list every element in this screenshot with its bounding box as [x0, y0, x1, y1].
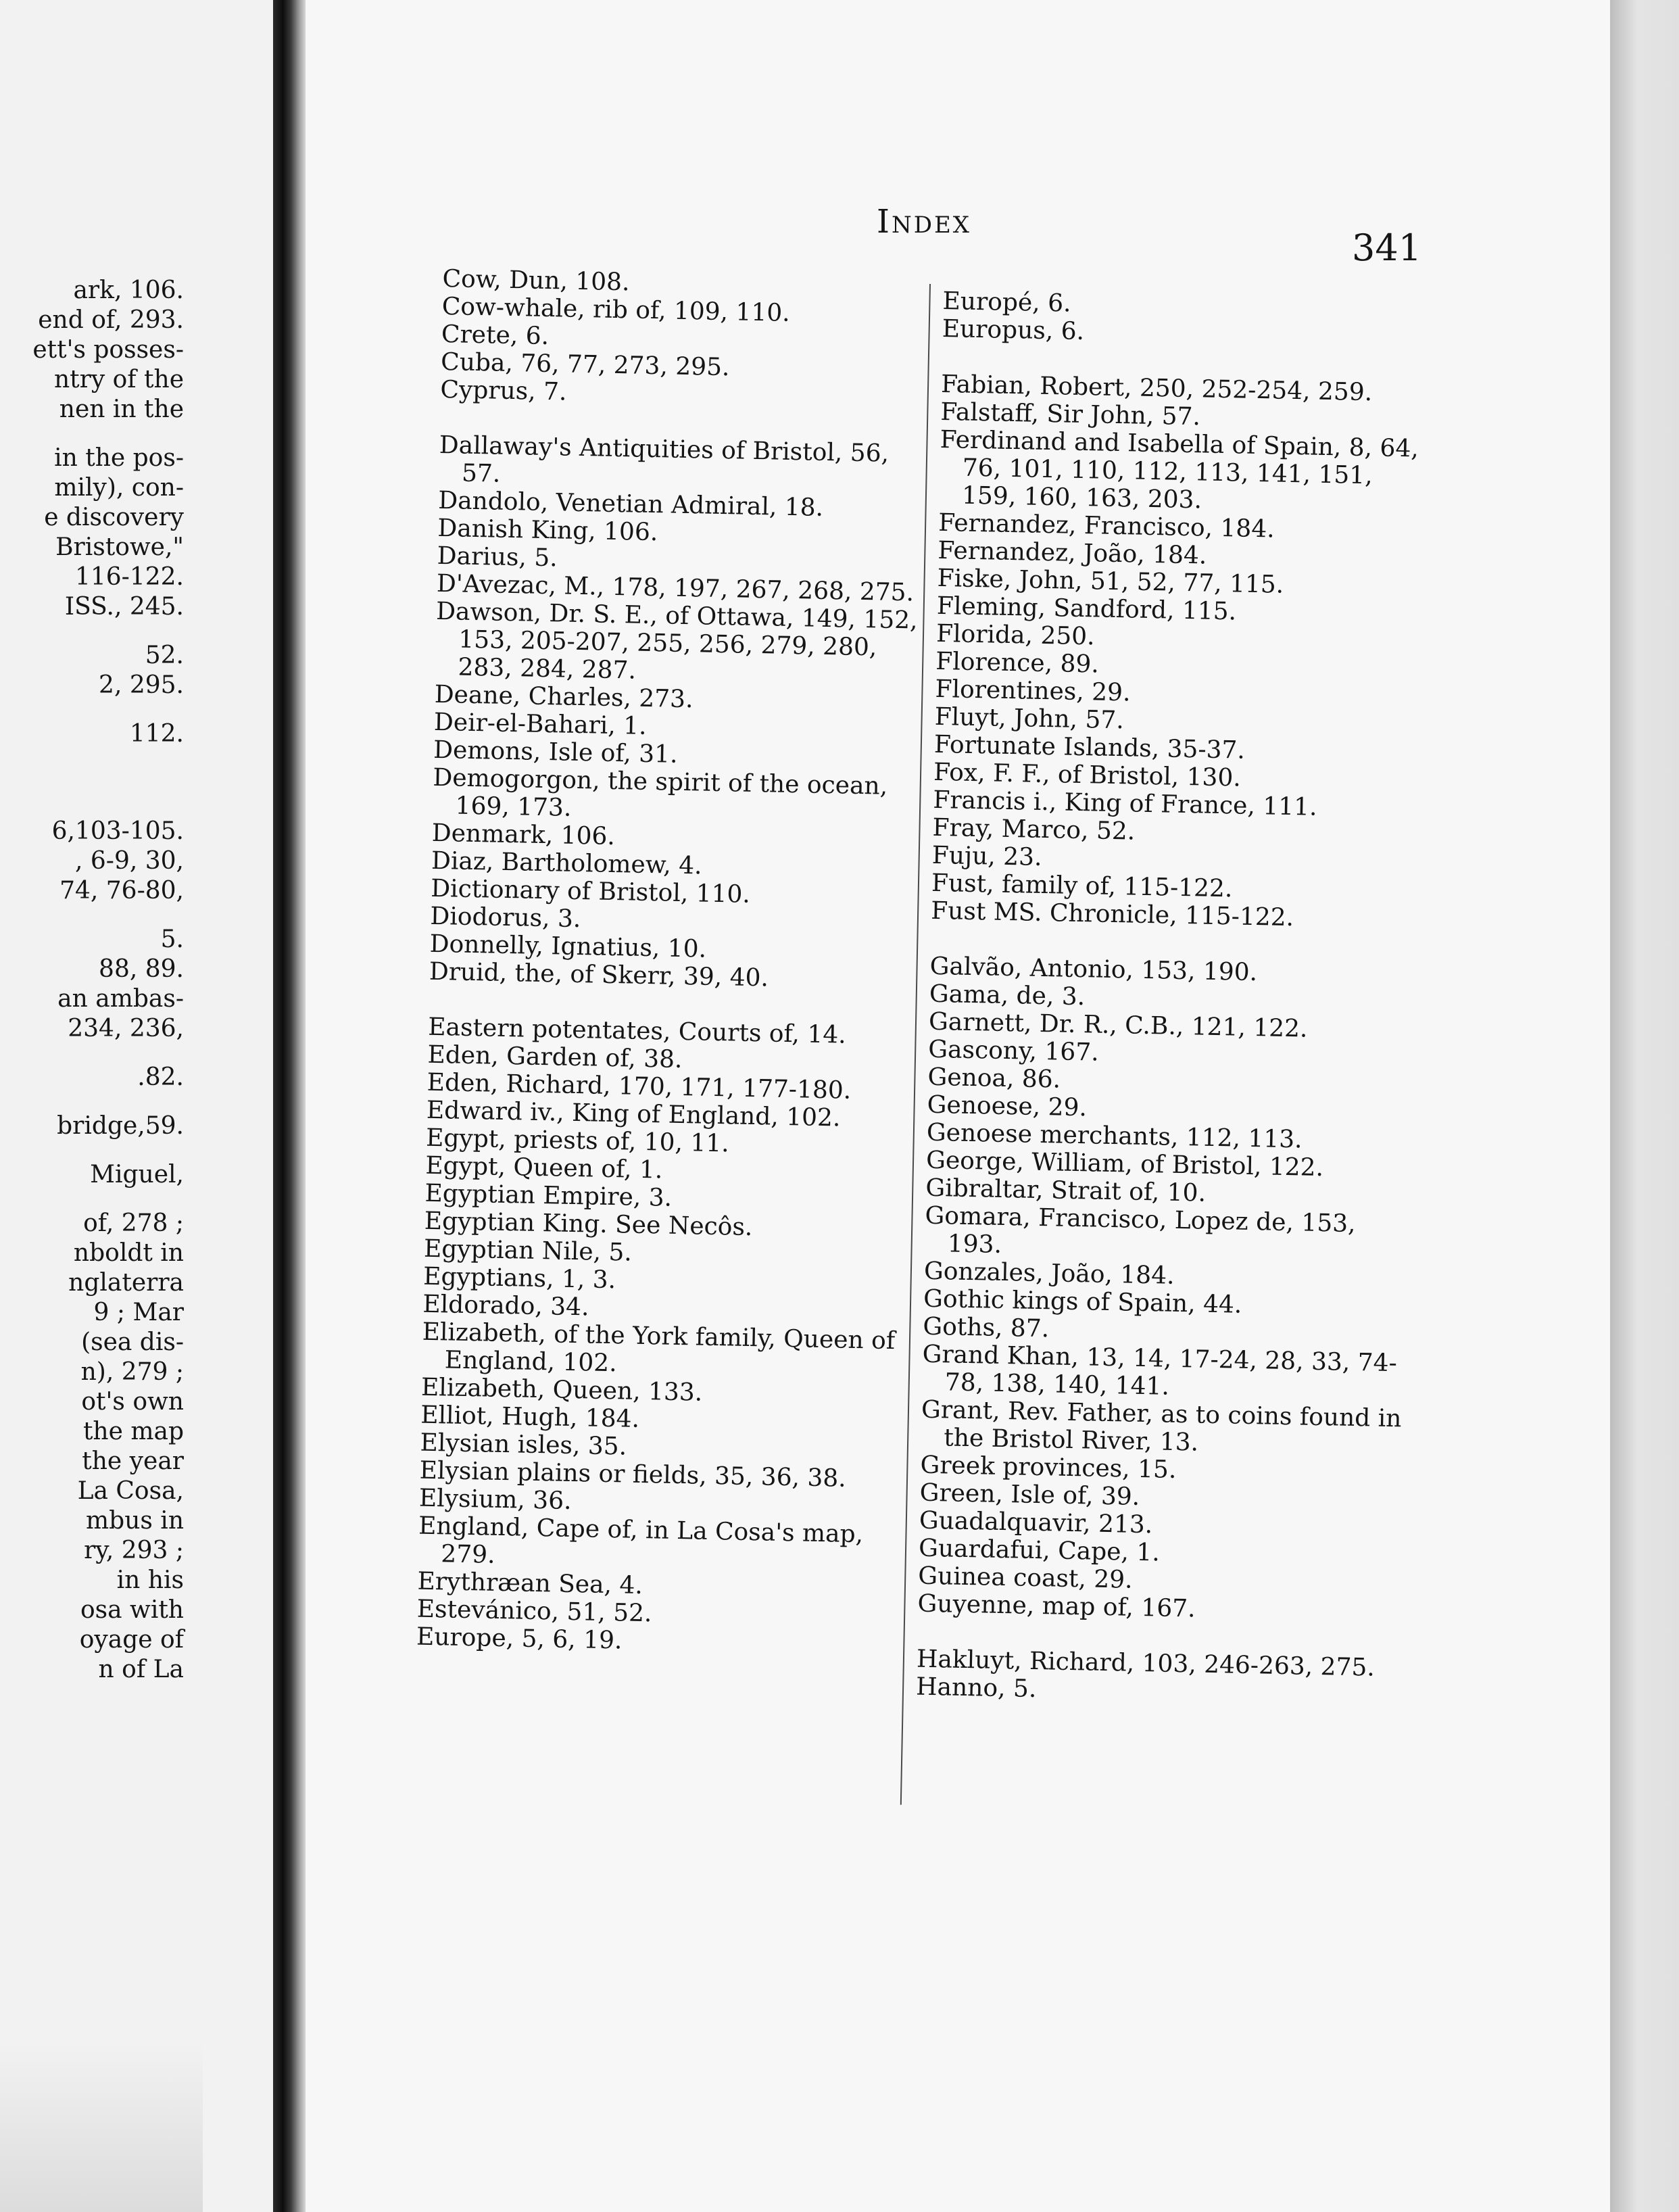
facing-page-text: 116-122. — [74, 563, 184, 591]
index-entry: Francis i., King of France, 111. — [933, 786, 1317, 821]
index-entry: Fust MS. Chronicle, 115-122. — [930, 896, 1294, 932]
index-entry: Estevánico, 51, 52. — [416, 1595, 652, 1628]
index-entry: Demogorgon, the spirit of the ocean, 169, 173. — [433, 763, 888, 822]
index-entry: Ferdinand and Isabella of Spain, 8, 64, 76, 101, 110, 112, 113, 141, 151, 159, 160, 163, 203. — [940, 425, 1419, 514]
index-entry: Cuba, 76, 77, 273, 295. — [440, 347, 730, 382]
index-entry: Fray, Marco, 52. — [932, 813, 1136, 846]
page-edge-right — [1610, 0, 1679, 2212]
facing-page-text: end of, 293. — [38, 306, 184, 334]
index-entry: Europus, 6. — [942, 314, 1085, 346]
index-entry: Gascony, 167. — [927, 1035, 1100, 1067]
index-entry: Gomara, Francisco, Lopez de, 153, 193. — [925, 1201, 1356, 1259]
facing-page-text: 6,103-105. — [51, 817, 184, 845]
index-entry: Diaz, Bartholomew, 4. — [431, 846, 702, 880]
index-entry: Hakluyt, Richard, 103, 246-263, 275. — [916, 1645, 1376, 1682]
facing-page-text: nglaterra — [68, 1269, 184, 1297]
index-entry: Dandolo, Venetian Admiral, 18. — [437, 486, 824, 522]
index-entry: Fust, family of, 115-122. — [931, 869, 1233, 903]
facing-page-text: ot's own — [81, 1388, 184, 1416]
index-entry: Diodorus, 3. — [430, 902, 581, 934]
index-entry: Elizabeth, of the York family, Queen of England, 102. — [422, 1318, 896, 1378]
index-entry: Eastern potentates, Courts of, 14. — [427, 1013, 847, 1049]
facing-page-text: 5. — [160, 925, 184, 953]
index-entry: Guyenne, map of, 167. — [917, 1589, 1196, 1623]
facing-page-text: osa with — [80, 1596, 184, 1624]
index-entry: Cow-whale, rib of, 109, 110. — [441, 292, 791, 327]
facing-page-text: Miguel, — [90, 1161, 184, 1188]
facing-page-text: 88, 89. — [99, 955, 184, 983]
index-entry: Garnett, Dr. R., C.B., 121, 122. — [928, 1007, 1308, 1043]
page-edge — [0, 2042, 203, 2212]
index-entry: Darius, 5. — [437, 542, 558, 573]
index-entry: Guinea coast, 29. — [918, 1562, 1133, 1594]
index-entry: Europe, 5, 6, 19. — [416, 1622, 623, 1655]
index-entry: Europé, 6. — [942, 287, 1071, 318]
index-entry: Deane, Charles, 273. — [434, 680, 694, 714]
facing-page-text: 112. — [129, 720, 184, 748]
index-entry: Elizabeth, Queen, 133. — [420, 1373, 703, 1407]
index-entry: Erythræan Sea, 4. — [417, 1567, 643, 1600]
index-entry: Egyptians, 1, 3. — [422, 1262, 616, 1295]
facing-page-text: 9 ; Mar — [93, 1299, 184, 1326]
index-entry: Dawson, Dr. S. E., of Ottawa, 149, 152, 153, 205-207, 255, 256, 279, 280, 283, 284, 287. — [435, 597, 918, 685]
index-entry: Druid, the, of Skerr, 39, 40. — [429, 957, 769, 992]
index-entry: Deir-el-Bahari, 1. — [433, 708, 647, 740]
index-entry: Egypt, Queen of, 1. — [425, 1151, 663, 1184]
index-entry: Fleming, Sandford, 115. — [936, 592, 1237, 626]
index-entry: Gonzales, João, 184. — [923, 1257, 1175, 1290]
index-entry: Denmark, 106. — [431, 819, 616, 851]
index-entry: Fiske, John, 51, 52, 77, 115. — [937, 564, 1284, 599]
running-head: Index — [877, 203, 971, 241]
facing-page-left — [0, 0, 284, 2212]
book-gutter — [273, 0, 306, 2212]
index-entry: Egyptian Nile, 5. — [423, 1234, 633, 1267]
facing-page-text: the map — [82, 1418, 184, 1445]
index-entry: Elysian plains or fields, 35, 36, 38. — [419, 1456, 847, 1493]
index-entry: Greek provinces, 15. — [920, 1451, 1177, 1484]
facing-page-text: .82. — [137, 1063, 184, 1091]
index-entry: Dallaway's Antiquities of Bristol, 56, 57. — [439, 431, 890, 488]
facing-page-text: of, 278 ; — [83, 1209, 184, 1237]
index-entry: Cyprus, 7. — [440, 375, 567, 406]
index-entry: Florence, 89. — [935, 647, 1100, 679]
index-entry: Donnelly, Ignatius, 10. — [429, 930, 707, 963]
facing-page-text: mily), con- — [54, 474, 184, 502]
facing-page-text: 52. — [145, 642, 184, 669]
index-column-right — [916, 287, 1430, 1710]
index-entry: Falstaff, Sir John, 57. — [940, 398, 1201, 431]
facing-page-text: ntry of the — [53, 366, 184, 393]
index-entry: Fox, F. F., of Bristol, 130. — [933, 758, 1242, 792]
index-entry: Fortunate Islands, 35-37. — [933, 730, 1246, 765]
index-entry: Green, Isle of, 39. — [919, 1478, 1140, 1511]
index-entry: Crete, 6. — [441, 320, 550, 351]
index-entry: Guadalquavir, 213. — [919, 1506, 1153, 1539]
facing-page-text: oyage of — [79, 1626, 184, 1654]
index-entry: Eden, Garden of, 38. — [427, 1040, 683, 1074]
facing-page-text: Bristowe," — [55, 533, 184, 561]
index-entry: Eldorado, 34. — [422, 1290, 589, 1322]
facing-page-text: nboldt in — [73, 1239, 184, 1267]
index-entry: George, William, of Bristol, 122. — [925, 1146, 1324, 1182]
index-entry: Florentines, 29. — [935, 675, 1131, 707]
index-entry: Genoese, 29. — [927, 1090, 1088, 1122]
facing-page-text: nen in the — [59, 395, 184, 423]
facing-page-text: an ambas- — [57, 985, 184, 1013]
facing-page-text: La Cosa, — [77, 1477, 184, 1505]
index-entry: Florida, 250. — [935, 619, 1095, 651]
index-entry: England, Cape of, in La Cosa's map, 279. — [418, 1512, 864, 1569]
index-entry: Fernandez, João, 184. — [938, 536, 1207, 570]
index-entry: Egyptian King. See Necôs. — [424, 1207, 753, 1242]
facing-page-text: e discovery — [44, 504, 184, 531]
index-entry: Edward iv., King of England, 102. — [426, 1096, 841, 1132]
page-number: 341 — [1352, 226, 1422, 269]
index-entry: D'Avezac, M., 178, 197, 267, 268, 275. — [436, 569, 915, 607]
facing-page-text: 2, 295. — [99, 671, 184, 699]
facing-page-text: ett's posses- — [32, 336, 184, 364]
facing-page-text: in the pos- — [54, 444, 184, 472]
facing-page-text: 234, 236, — [68, 1015, 184, 1042]
index-entry: Eden, Richard, 170, 171, 177-180. — [427, 1068, 852, 1105]
index-entry: Fuju, 23. — [931, 841, 1042, 871]
index-entry: Grant, Rev. Father, as to coins found in the Bristol River, 13. — [921, 1395, 1402, 1457]
index-entry: Gama, de, 3. — [929, 980, 1086, 1011]
index-entry: Dictionary of Bristol, 110. — [430, 874, 751, 909]
facing-page-text: n of La — [98, 1656, 184, 1683]
facing-page-text: , 6-9, 30, — [75, 847, 184, 875]
index-entry: Fernandez, Francisco, 184. — [938, 508, 1275, 544]
index-column-left — [416, 265, 929, 1660]
facing-page-text: ry, 293 ; — [84, 1537, 184, 1564]
facing-page-text: the year — [82, 1447, 184, 1475]
index-entry: Guardafui, Cape, 1. — [918, 1534, 1161, 1567]
index-entry: Danish King, 106. — [437, 514, 658, 547]
index-entry: Fluyt, John, 57. — [934, 702, 1125, 735]
index-entry: Elysium, 36. — [418, 1484, 572, 1515]
index-entry: Gibraltar, Strait of, 10. — [925, 1174, 1207, 1207]
index-entry: Grand Khan, 13, 14, 17-24, 28, 33, 74-78, 138, 140, 141. — [922, 1340, 1398, 1401]
facing-page-text: ISS., 245. — [64, 593, 184, 621]
index-entry: Goths, 87. — [923, 1312, 1050, 1343]
facing-page-text: ark, 106. — [73, 276, 184, 304]
index-entry: Genoese merchants, 112, 113. — [926, 1118, 1303, 1154]
index-entry: Demons, Isle of, 31. — [433, 736, 678, 769]
index-entry: Elliot, Hugh, 184. — [420, 1401, 640, 1433]
facing-page-text: (sea dis- — [81, 1328, 184, 1356]
index-entry: Egyptian Empire, 3. — [424, 1179, 673, 1212]
index-entry: Genoa, 86. — [927, 1063, 1061, 1094]
facing-page-text: 74, 76-80, — [59, 877, 184, 905]
index-entry: Egypt, priests of, 10, 11. — [425, 1124, 730, 1158]
facing-page-text: bridge,59. — [57, 1112, 184, 1140]
index-entry: Galvão, Antonio, 153, 190. — [929, 952, 1258, 987]
index-entry: Hanno, 5. — [915, 1673, 1037, 1704]
facing-page-text: n), 279 ; — [80, 1358, 184, 1386]
index-entry: Gothic kings of Spain, 44. — [923, 1284, 1242, 1319]
facing-page-text: mbus in — [86, 1507, 184, 1535]
index-entry: Fabian, Robert, 250, 252-254, 259. — [940, 370, 1373, 407]
index-entry: Elysian isles, 35. — [420, 1428, 627, 1461]
index-entry: Cow, Dun, 108. — [442, 265, 630, 297]
facing-page-text: in his — [116, 1566, 184, 1594]
